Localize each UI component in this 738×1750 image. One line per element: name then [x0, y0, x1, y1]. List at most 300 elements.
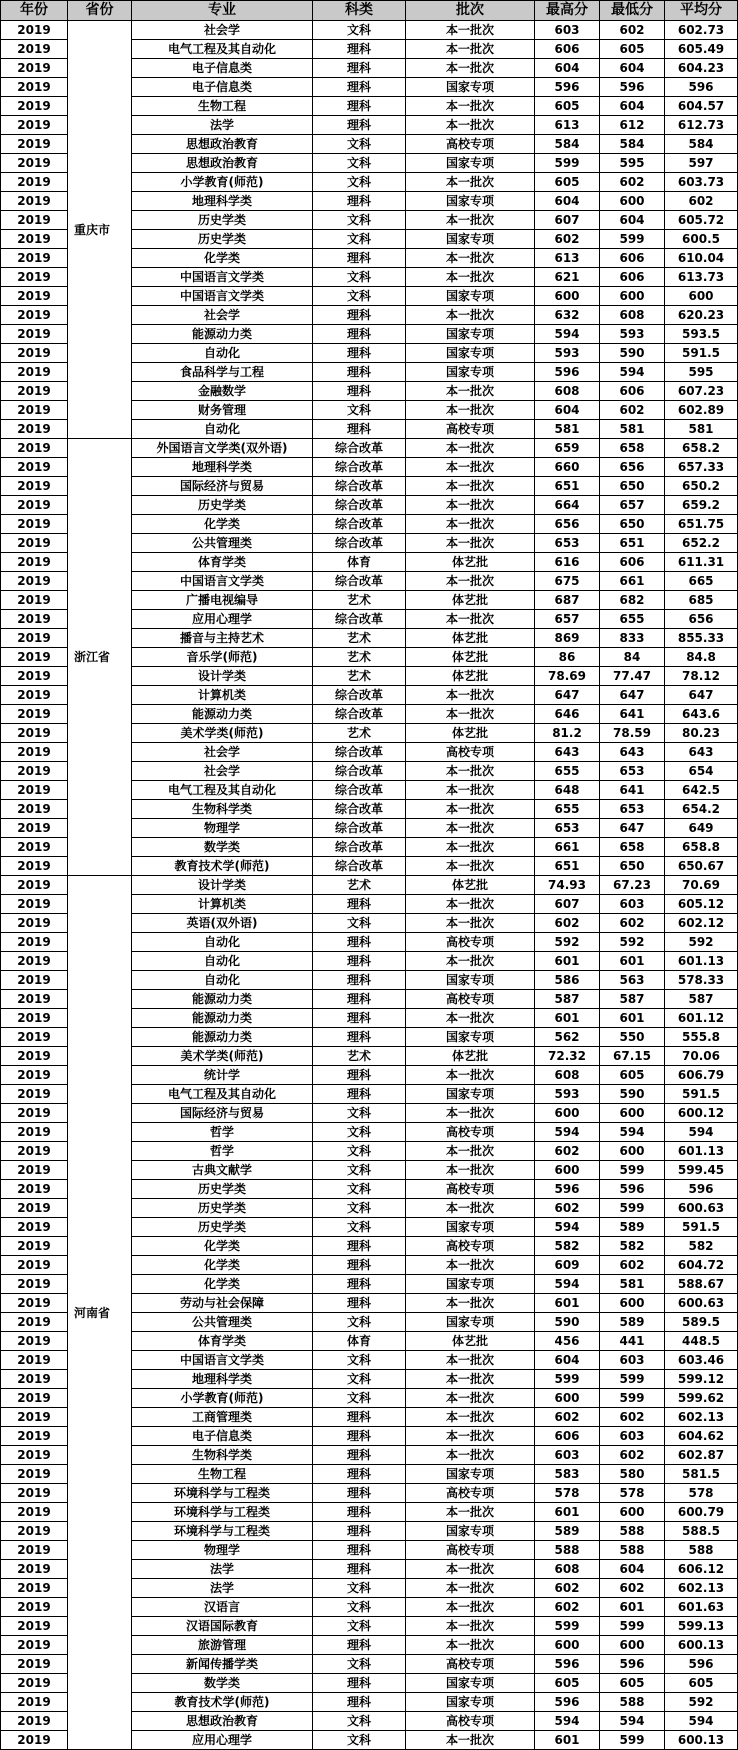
cell-year: 2019 — [1, 154, 68, 173]
cell-year: 2019 — [1, 59, 68, 78]
cell-avg-score: 650.67 — [665, 857, 738, 876]
cell-avg-score: 597 — [665, 154, 738, 173]
cell-avg-score: 658.8 — [665, 838, 738, 857]
cell-max-score: 675 — [535, 572, 600, 591]
cell-min-score: 602 — [600, 914, 665, 933]
cell-max-score: 596 — [535, 1693, 600, 1712]
cell-avg-score: 582 — [665, 1237, 738, 1256]
cell-batch: 体艺批 — [406, 724, 535, 743]
cell-major: 中国语言文学类 — [132, 572, 313, 591]
cell-major: 食品科学与工程 — [132, 363, 313, 382]
cell-batch: 本一批次 — [406, 800, 535, 819]
table-row — [1, 21, 738, 40]
cell-major: 自动化 — [132, 420, 313, 439]
cell-year: 2019 — [1, 971, 68, 990]
cell-batch: 本一批次 — [406, 686, 535, 705]
cell-min-score: 604 — [600, 59, 665, 78]
cell-subject: 综合改革 — [313, 477, 406, 496]
cell-avg-score: 612.73 — [665, 116, 738, 135]
cell-year: 2019 — [1, 1218, 68, 1237]
cell-avg-score: 596 — [665, 1180, 738, 1199]
cell-batch: 国家专项 — [406, 1085, 535, 1104]
cell-batch: 本一批次 — [406, 21, 535, 40]
cell-year: 2019 — [1, 1731, 68, 1750]
cell-major: 数学类 — [132, 838, 313, 857]
cell-year: 2019 — [1, 1560, 68, 1579]
cell-max-score: 578 — [535, 1484, 600, 1503]
cell-avg-score: 593.5 — [665, 325, 738, 344]
cell-max-score: 608 — [535, 1066, 600, 1085]
cell-year: 2019 — [1, 401, 68, 420]
cell-max-score: 594 — [535, 1712, 600, 1731]
cell-subject: 理科 — [313, 1674, 406, 1693]
cell-avg-score: 605.72 — [665, 211, 738, 230]
cell-avg-score: 584 — [665, 135, 738, 154]
cell-subject: 综合改革 — [313, 838, 406, 857]
cell-batch: 国家专项 — [406, 1693, 535, 1712]
cell-batch: 高校专项 — [406, 1180, 535, 1199]
cell-max-score: 603 — [535, 21, 600, 40]
cell-year: 2019 — [1, 1408, 68, 1427]
cell-subject: 综合改革 — [313, 819, 406, 838]
cell-year: 2019 — [1, 762, 68, 781]
cell-major: 历史学类 — [132, 1180, 313, 1199]
cell-min-score: 600 — [600, 1294, 665, 1313]
cell-max-score: 651 — [535, 857, 600, 876]
cell-avg-score: 647 — [665, 686, 738, 705]
cell-batch: 本一批次 — [406, 705, 535, 724]
cell-min-score: 603 — [600, 895, 665, 914]
cell-max-score: 602 — [535, 1199, 600, 1218]
cell-max-score: 613 — [535, 116, 600, 135]
cell-year: 2019 — [1, 1674, 68, 1693]
cell-major: 地理科学类 — [132, 458, 313, 477]
cell-batch: 国家专项 — [406, 287, 535, 306]
cell-max-score: 604 — [535, 1351, 600, 1370]
cell-avg-score: 649 — [665, 819, 738, 838]
cell-max-score: 600 — [535, 1161, 600, 1180]
cell-avg-score: 601.12 — [665, 1009, 738, 1028]
cell-subject: 文科 — [313, 1313, 406, 1332]
cell-avg-score: 604.23 — [665, 59, 738, 78]
cell-major: 数学类 — [132, 1674, 313, 1693]
cell-batch: 本一批次 — [406, 1161, 535, 1180]
cell-major: 物理学 — [132, 819, 313, 838]
cell-major: 电子信息类 — [132, 1427, 313, 1446]
cell-avg-score: 448.5 — [665, 1332, 738, 1351]
cell-min-score: 599 — [600, 1389, 665, 1408]
cell-min-score: 67.15 — [600, 1047, 665, 1066]
cell-max-score: 593 — [535, 1085, 600, 1104]
cell-avg-score: 80.23 — [665, 724, 738, 743]
cell-major: 历史学类 — [132, 211, 313, 230]
cell-max-score: 600 — [535, 1389, 600, 1408]
cell-avg-score: 606.79 — [665, 1066, 738, 1085]
cell-major: 法学 — [132, 1560, 313, 1579]
cell-min-score: 599 — [600, 1370, 665, 1389]
header-year: 年份 — [1, 1, 68, 21]
cell-avg-score: 78.12 — [665, 667, 738, 686]
cell-batch: 国家专项 — [406, 192, 535, 211]
cell-avg-score: 591.5 — [665, 344, 738, 363]
cell-batch: 国家专项 — [406, 1465, 535, 1484]
cell-min-score: 581 — [600, 1275, 665, 1294]
cell-subject: 综合改革 — [313, 762, 406, 781]
cell-min-score: 650 — [600, 857, 665, 876]
cell-province: 浙江省 — [68, 439, 132, 876]
cell-year: 2019 — [1, 1256, 68, 1275]
cell-avg-score: 620.23 — [665, 306, 738, 325]
cell-subject: 文科 — [313, 1579, 406, 1598]
cell-subject: 文科 — [313, 401, 406, 420]
cell-max-score: 621 — [535, 268, 600, 287]
cell-year: 2019 — [1, 1161, 68, 1180]
cell-subject: 文科 — [313, 211, 406, 230]
cell-year: 2019 — [1, 800, 68, 819]
cell-max-score: 594 — [535, 1218, 600, 1237]
cell-subject: 理科 — [313, 1066, 406, 1085]
cell-year: 2019 — [1, 895, 68, 914]
cell-avg-score: 70.06 — [665, 1047, 738, 1066]
cell-major: 自动化 — [132, 933, 313, 952]
cell-batch: 体艺批 — [406, 629, 535, 648]
cell-major: 能源动力类 — [132, 705, 313, 724]
cell-avg-score: 603.73 — [665, 173, 738, 192]
cell-major: 应用心理学 — [132, 1731, 313, 1750]
cell-batch: 本一批次 — [406, 572, 535, 591]
cell-batch: 国家专项 — [406, 344, 535, 363]
cell-year: 2019 — [1, 192, 68, 211]
cell-batch: 本一批次 — [406, 534, 535, 553]
cell-max-score: 582 — [535, 1237, 600, 1256]
cell-subject: 艺术 — [313, 591, 406, 610]
cell-subject: 理科 — [313, 1560, 406, 1579]
cell-avg-score: 599.45 — [665, 1161, 738, 1180]
cell-subject: 文科 — [313, 1617, 406, 1636]
cell-major: 古典文献学 — [132, 1161, 313, 1180]
cell-max-score: 656 — [535, 515, 600, 534]
cell-major: 电气工程及其自动化 — [132, 781, 313, 800]
cell-batch: 国家专项 — [406, 1218, 535, 1237]
cell-min-score: 584 — [600, 135, 665, 154]
cell-subject: 文科 — [313, 1161, 406, 1180]
cell-year: 2019 — [1, 1617, 68, 1636]
cell-subject: 文科 — [313, 1142, 406, 1161]
cell-min-score: 594 — [600, 1712, 665, 1731]
header-min-score: 最低分 — [600, 1, 665, 21]
cell-year: 2019 — [1, 876, 68, 895]
header-batch: 批次 — [406, 1, 535, 21]
cell-year: 2019 — [1, 1579, 68, 1598]
cell-major: 能源动力类 — [132, 1028, 313, 1047]
cell-major: 生物科学类 — [132, 1446, 313, 1465]
cell-avg-score: 588.67 — [665, 1275, 738, 1294]
cell-subject: 综合改革 — [313, 458, 406, 477]
cell-major: 自动化 — [132, 344, 313, 363]
cell-major: 公共管理类 — [132, 1313, 313, 1332]
cell-subject: 理科 — [313, 1636, 406, 1655]
cell-min-score: 596 — [600, 1180, 665, 1199]
cell-year: 2019 — [1, 458, 68, 477]
cell-min-score: 593 — [600, 325, 665, 344]
cell-major: 设计学类 — [132, 667, 313, 686]
cell-subject: 综合改革 — [313, 781, 406, 800]
cell-max-score: 607 — [535, 895, 600, 914]
cell-max-score: 604 — [535, 59, 600, 78]
cell-max-score: 596 — [535, 1180, 600, 1199]
cell-avg-score: 665 — [665, 572, 738, 591]
cell-avg-score: 581 — [665, 420, 738, 439]
cell-min-score: 601 — [600, 1009, 665, 1028]
cell-subject: 理科 — [313, 1085, 406, 1104]
cell-avg-score: 601.13 — [665, 1142, 738, 1161]
cell-avg-score: 656 — [665, 610, 738, 629]
cell-batch: 本一批次 — [406, 306, 535, 325]
cell-batch: 高校专项 — [406, 420, 535, 439]
cell-avg-score: 605.12 — [665, 895, 738, 914]
cell-max-score: 653 — [535, 819, 600, 838]
cell-subject: 综合改革 — [313, 572, 406, 591]
cell-batch: 本一批次 — [406, 116, 535, 135]
cell-batch: 国家专项 — [406, 1275, 535, 1294]
cell-max-score: 601 — [535, 1294, 600, 1313]
cell-max-score: 600 — [535, 1636, 600, 1655]
cell-min-score: 599 — [600, 1161, 665, 1180]
cell-min-score: 600 — [600, 1636, 665, 1655]
cell-max-score: 602 — [535, 1142, 600, 1161]
cell-major: 电气工程及其自动化 — [132, 40, 313, 59]
cell-year: 2019 — [1, 1446, 68, 1465]
cell-major: 能源动力类 — [132, 1009, 313, 1028]
cell-avg-score: 596 — [665, 78, 738, 97]
cell-year: 2019 — [1, 1522, 68, 1541]
cell-major: 地理科学类 — [132, 192, 313, 211]
cell-avg-score: 600 — [665, 287, 738, 306]
cell-batch: 本一批次 — [406, 895, 535, 914]
cell-subject: 理科 — [313, 1009, 406, 1028]
cell-year: 2019 — [1, 477, 68, 496]
cell-subject: 文科 — [313, 21, 406, 40]
cell-major: 设计学类 — [132, 876, 313, 895]
cell-max-score: 643 — [535, 743, 600, 762]
cell-year: 2019 — [1, 382, 68, 401]
cell-batch: 高校专项 — [406, 1484, 535, 1503]
table-row — [1, 876, 738, 895]
cell-batch: 本一批次 — [406, 211, 535, 230]
cell-year: 2019 — [1, 420, 68, 439]
cell-subject: 文科 — [313, 914, 406, 933]
cell-batch: 高校专项 — [406, 1237, 535, 1256]
cell-year: 2019 — [1, 629, 68, 648]
cell-major: 思想政治教育 — [132, 1712, 313, 1731]
cell-subject: 理科 — [313, 306, 406, 325]
cell-subject: 文科 — [313, 268, 406, 287]
cell-major: 小学教育(师范) — [132, 1389, 313, 1408]
cell-major: 公共管理类 — [132, 534, 313, 553]
cell-avg-score: 602.87 — [665, 1446, 738, 1465]
cell-max-score: 586 — [535, 971, 600, 990]
cell-major: 思想政治教育 — [132, 154, 313, 173]
cell-batch: 本一批次 — [406, 173, 535, 192]
cell-major: 美术学类(师范) — [132, 724, 313, 743]
cell-max-score: 86 — [535, 648, 600, 667]
cell-batch: 本一批次 — [406, 97, 535, 116]
cell-major: 社会学 — [132, 743, 313, 762]
cell-year: 2019 — [1, 1693, 68, 1712]
cell-avg-score: 602.13 — [665, 1408, 738, 1427]
cell-batch: 本一批次 — [406, 1351, 535, 1370]
cell-year: 2019 — [1, 249, 68, 268]
cell-year: 2019 — [1, 1636, 68, 1655]
cell-batch: 本一批次 — [406, 762, 535, 781]
cell-major: 教育技术学(师范) — [132, 857, 313, 876]
cell-batch: 高校专项 — [406, 1712, 535, 1731]
cell-avg-score: 600.13 — [665, 1636, 738, 1655]
cell-year: 2019 — [1, 667, 68, 686]
cell-subject: 理科 — [313, 1465, 406, 1484]
cell-batch: 本一批次 — [406, 819, 535, 838]
cell-batch: 本一批次 — [406, 1446, 535, 1465]
cell-major: 物理学 — [132, 1541, 313, 1560]
cell-year: 2019 — [1, 135, 68, 154]
cell-major: 应用心理学 — [132, 610, 313, 629]
cell-year: 2019 — [1, 1313, 68, 1332]
cell-major: 中国语言文学类 — [132, 1351, 313, 1370]
cell-min-score: 608 — [600, 306, 665, 325]
header-max-score: 最高分 — [535, 1, 600, 21]
cell-min-score: 658 — [600, 838, 665, 857]
cell-avg-score: 643 — [665, 743, 738, 762]
cell-max-score: 593 — [535, 344, 600, 363]
cell-subject: 理科 — [313, 363, 406, 382]
cell-min-score: 599 — [600, 1731, 665, 1750]
cell-min-score: 650 — [600, 515, 665, 534]
cell-avg-score: 596 — [665, 1655, 738, 1674]
cell-batch: 高校专项 — [406, 933, 535, 952]
cell-min-score: 606 — [600, 268, 665, 287]
cell-year: 2019 — [1, 1427, 68, 1446]
cell-year: 2019 — [1, 1541, 68, 1560]
cell-min-score: 596 — [600, 1655, 665, 1674]
cell-batch: 国家专项 — [406, 230, 535, 249]
cell-major: 美术学类(师范) — [132, 1047, 313, 1066]
cell-max-score: 655 — [535, 800, 600, 819]
cell-subject: 理科 — [313, 1427, 406, 1446]
cell-batch: 国家专项 — [406, 1674, 535, 1693]
cell-major: 汉语言 — [132, 1598, 313, 1617]
cell-subject: 综合改革 — [313, 743, 406, 762]
cell-avg-score: 592 — [665, 1693, 738, 1712]
cell-subject: 理科 — [313, 249, 406, 268]
cell-major: 工商管理类 — [132, 1408, 313, 1427]
cell-batch: 本一批次 — [406, 1256, 535, 1275]
cell-avg-score: 594 — [665, 1712, 738, 1731]
cell-min-score: 605 — [600, 1066, 665, 1085]
cell-avg-score: 601.13 — [665, 952, 738, 971]
cell-year: 2019 — [1, 21, 68, 40]
cell-min-score: 604 — [600, 1560, 665, 1579]
cell-avg-score: 685 — [665, 591, 738, 610]
cell-major: 旅游管理 — [132, 1636, 313, 1655]
cell-max-score: 657 — [535, 610, 600, 629]
cell-year: 2019 — [1, 1047, 68, 1066]
cell-max-score: 602 — [535, 1408, 600, 1427]
cell-min-score: 67.23 — [600, 876, 665, 895]
cell-subject: 艺术 — [313, 667, 406, 686]
cell-batch: 高校专项 — [406, 1655, 535, 1674]
cell-subject: 综合改革 — [313, 534, 406, 553]
cell-min-score: 590 — [600, 1085, 665, 1104]
cell-major: 音乐学(师范) — [132, 648, 313, 667]
cell-subject: 文科 — [313, 1104, 406, 1123]
cell-year: 2019 — [1, 1484, 68, 1503]
cell-batch: 国家专项 — [406, 1028, 535, 1047]
cell-major: 历史学类 — [132, 496, 313, 515]
header-avg-score: 平均分 — [665, 1, 738, 21]
cell-avg-score: 600.63 — [665, 1199, 738, 1218]
cell-major: 体育学类 — [132, 553, 313, 572]
cell-min-score: 578 — [600, 1484, 665, 1503]
cell-min-score: 594 — [600, 363, 665, 382]
cell-min-score: 605 — [600, 40, 665, 59]
cell-min-score: 604 — [600, 97, 665, 116]
cell-avg-score: 604.72 — [665, 1256, 738, 1275]
cell-batch: 体艺批 — [406, 591, 535, 610]
cell-max-score: 596 — [535, 78, 600, 97]
cell-major: 历史学类 — [132, 1218, 313, 1237]
cell-min-score: 651 — [600, 534, 665, 553]
cell-max-score: 74.93 — [535, 876, 600, 895]
cell-avg-score: 602.12 — [665, 914, 738, 933]
cell-max-score: 596 — [535, 363, 600, 382]
cell-major: 生物工程 — [132, 97, 313, 116]
cell-max-score: 601 — [535, 952, 600, 971]
cell-subject: 理科 — [313, 1541, 406, 1560]
cell-subject: 理科 — [313, 952, 406, 971]
cell-min-score: 612 — [600, 116, 665, 135]
cell-year: 2019 — [1, 1598, 68, 1617]
cell-min-score: 599 — [600, 1199, 665, 1218]
cell-year: 2019 — [1, 1370, 68, 1389]
cell-subject: 综合改革 — [313, 800, 406, 819]
cell-min-score: 606 — [600, 382, 665, 401]
cell-max-score: 869 — [535, 629, 600, 648]
cell-min-score: 588 — [600, 1541, 665, 1560]
cell-major: 化学类 — [132, 1237, 313, 1256]
cell-avg-score: 602.89 — [665, 401, 738, 420]
cell-batch: 本一批次 — [406, 1389, 535, 1408]
cell-year: 2019 — [1, 724, 68, 743]
cell-batch: 本一批次 — [406, 40, 535, 59]
cell-min-score: 602 — [600, 21, 665, 40]
cell-avg-score: 602.13 — [665, 1579, 738, 1598]
cell-year: 2019 — [1, 781, 68, 800]
cell-major: 思想政治教育 — [132, 135, 313, 154]
cell-major: 化学类 — [132, 515, 313, 534]
cell-major: 环境科学与工程类 — [132, 1522, 313, 1541]
cell-year: 2019 — [1, 819, 68, 838]
cell-major: 电子信息类 — [132, 78, 313, 97]
cell-major: 社会学 — [132, 762, 313, 781]
cell-min-score: 588 — [600, 1693, 665, 1712]
cell-major: 中国语言文学类 — [132, 287, 313, 306]
cell-major: 电气工程及其自动化 — [132, 1085, 313, 1104]
cell-major: 环境科学与工程类 — [132, 1484, 313, 1503]
cell-avg-score: 657.33 — [665, 458, 738, 477]
cell-batch: 体艺批 — [406, 648, 535, 667]
cell-batch: 本一批次 — [406, 1142, 535, 1161]
cell-batch: 国家专项 — [406, 1522, 535, 1541]
